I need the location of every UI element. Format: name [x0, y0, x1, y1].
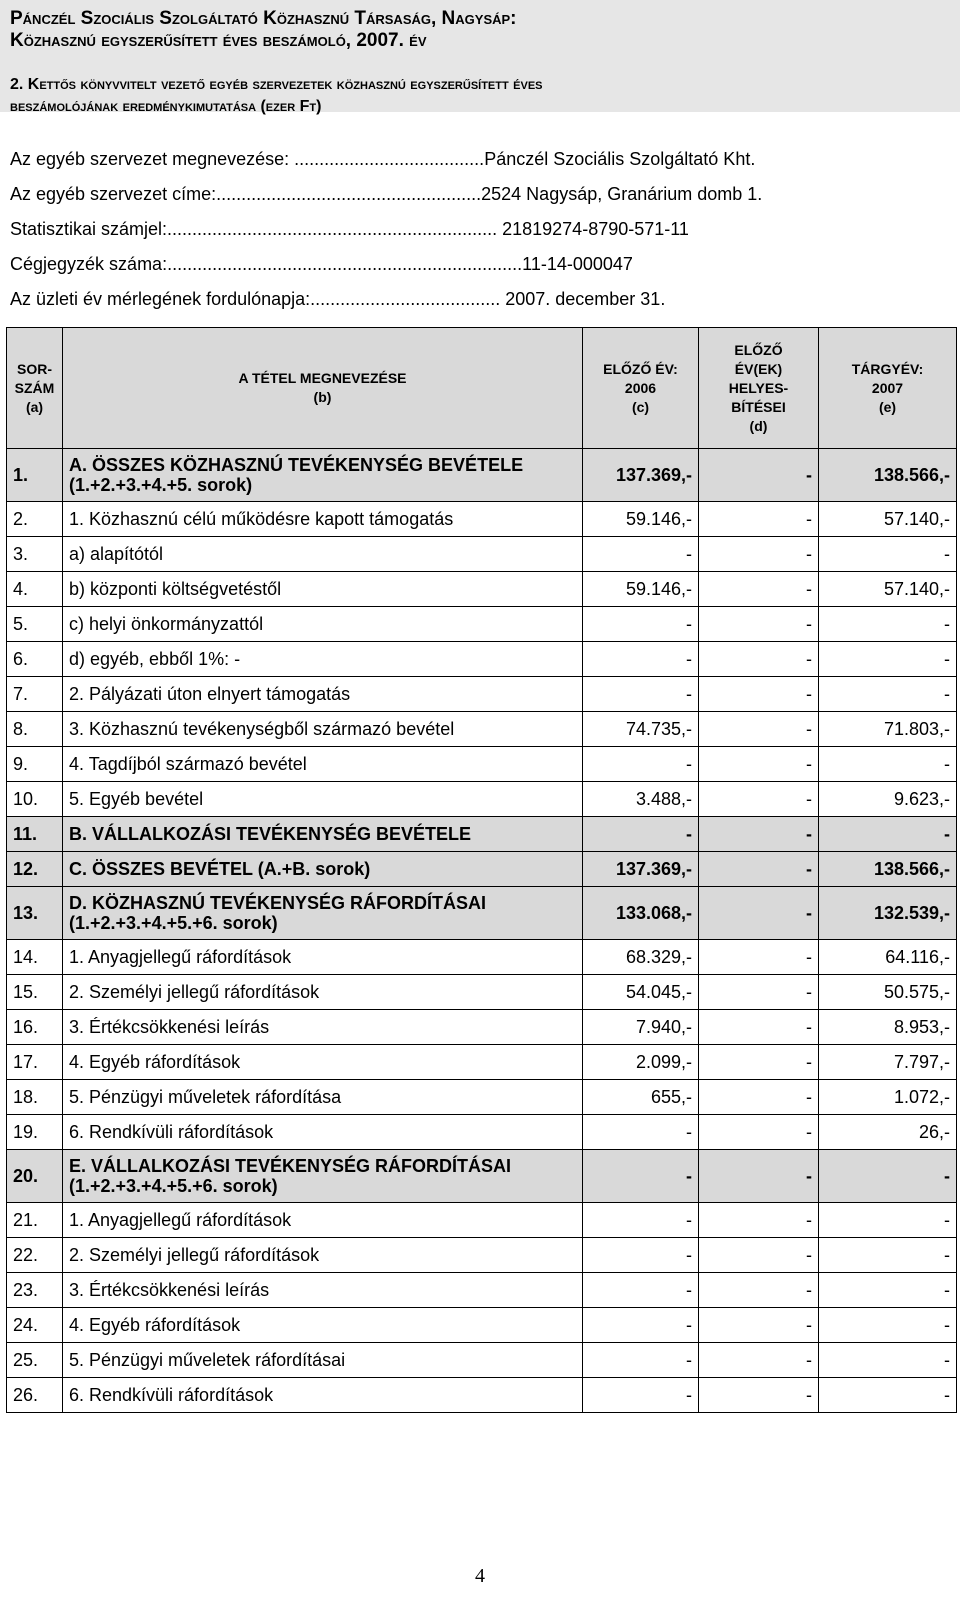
row-previous-year: 59.146,-: [583, 502, 699, 537]
row-current-year: -: [819, 1308, 957, 1343]
row-corrections: -: [699, 940, 819, 975]
section-title-line2: beszámolójának eredménykimutatása (ezer Ft): [10, 98, 322, 115]
row-current-year: 9.623,-: [819, 782, 957, 817]
org-address-line: Az egyéb szervezet címe:.....................................................2524 Nagysáp, Granárium domb 1.: [10, 184, 763, 204]
row-number: 4.: [7, 572, 63, 607]
row-number: 5.: [7, 607, 63, 642]
table-row: [7, 712, 957, 747]
table-row: [7, 1308, 957, 1343]
row-item-name: c) helyi önkormányzattól: [63, 607, 583, 642]
row-previous-year: 68.329,-: [583, 940, 699, 975]
row-corrections: -: [699, 572, 819, 607]
row-corrections: -: [699, 1150, 819, 1203]
table-row: [7, 1080, 957, 1115]
row-item-name: 1. Közhasznú célú működésre kapott támogatás: [63, 502, 583, 537]
row-previous-year: 59.146,-: [583, 572, 699, 607]
row-item-name: 3. Közhasznú tevékenységből származó bevétel: [63, 712, 583, 747]
row-number: 9.: [7, 747, 63, 782]
row-current-year: 7.797,-: [819, 1045, 957, 1080]
table-row: [7, 1045, 957, 1080]
table-row: [7, 887, 957, 940]
row-current-year: 138.566,-: [819, 852, 957, 887]
row-corrections: -: [699, 712, 819, 747]
row-previous-year: 2.099,-: [583, 1045, 699, 1080]
page-number: 4: [475, 1565, 485, 1587]
row-previous-year: 655,-: [583, 1080, 699, 1115]
row-corrections: -: [699, 449, 819, 502]
row-corrections: -: [699, 642, 819, 677]
row-number: 15.: [7, 975, 63, 1010]
row-previous-year: 133.068,-: [583, 887, 699, 940]
row-corrections: -: [699, 1203, 819, 1238]
table-header-row: [7, 328, 957, 449]
row-current-year: 1.072,-: [819, 1080, 957, 1115]
row-item-name: 5. Pénzügyi műveletek ráfordításai: [63, 1343, 583, 1378]
row-previous-year: 74.735,-: [583, 712, 699, 747]
row-current-year: -: [819, 1150, 957, 1203]
table-row: [7, 1378, 957, 1413]
row-current-year: 57.140,-: [819, 572, 957, 607]
row-current-year: -: [819, 1378, 957, 1413]
table-row: [7, 572, 957, 607]
table-row: [7, 1238, 957, 1273]
row-number: 10.: [7, 782, 63, 817]
row-current-year: 50.575,-: [819, 975, 957, 1010]
row-item-name: a) alapítótól: [63, 537, 583, 572]
row-corrections: -: [699, 852, 819, 887]
row-corrections: -: [699, 1378, 819, 1413]
row-previous-year: -: [583, 1308, 699, 1343]
row-current-year: -: [819, 1273, 957, 1308]
row-number: 8.: [7, 712, 63, 747]
table-row: [7, 449, 957, 502]
row-current-year: -: [819, 642, 957, 677]
row-previous-year: -: [583, 1203, 699, 1238]
header-current-year: TÁRGYÉV: 2007 (e): [819, 328, 957, 449]
row-current-year: -: [819, 1343, 957, 1378]
table-row: [7, 1010, 957, 1045]
row-corrections: -: [699, 1045, 819, 1080]
row-current-year: 8.953,-: [819, 1010, 957, 1045]
row-item-name: d) egyéb, ebből 1%: -: [63, 642, 583, 677]
row-corrections: -: [699, 747, 819, 782]
row-corrections: -: [699, 887, 819, 940]
row-number: 12.: [7, 852, 63, 887]
row-previous-year: 137.369,-: [583, 449, 699, 502]
row-item-name: 2. Pályázati úton elnyert támogatás: [63, 677, 583, 712]
row-corrections: -: [699, 1115, 819, 1150]
row-number: 20.: [7, 1150, 63, 1203]
row-corrections: -: [699, 817, 819, 852]
table-row: [7, 1150, 957, 1203]
row-corrections: -: [699, 1343, 819, 1378]
report-title: Közhasznú egyszerűsített éves beszámoló, 2007. év: [10, 30, 427, 51]
section-title-line1: 2. Kettős könyvvitelt vezető egyéb szervezetek közhasznú egyszerűsített éves: [10, 76, 543, 93]
table-row: [7, 642, 957, 677]
row-item-name: B. VÁLLALKOZÁSI TEVÉKENYSÉG BEVÉTELE: [63, 817, 583, 852]
row-corrections: -: [699, 502, 819, 537]
row-current-year: 64.116,-: [819, 940, 957, 975]
row-item-name: 5. Pénzügyi műveletek ráfordítása: [63, 1080, 583, 1115]
row-number: 7.: [7, 677, 63, 712]
row-item-name: A. ÖSSZES KÖZHASZNÚ TEVÉKENYSÉG BEVÉTELE (1.+2.+3.+4.+5. sorok): [63, 449, 583, 502]
row-corrections: -: [699, 607, 819, 642]
table-row: [7, 1273, 957, 1308]
document-header: [0, 0, 960, 115]
income-statement-table: [6, 327, 957, 1413]
table-row: [7, 677, 957, 712]
row-previous-year: -: [583, 817, 699, 852]
row-corrections: -: [699, 1308, 819, 1343]
row-item-name: 6. Rendkívüli ráfordítások: [63, 1115, 583, 1150]
row-number: 11.: [7, 817, 63, 852]
table-row: [7, 1343, 957, 1378]
row-item-name: 3. Értékcsökkenési leírás: [63, 1273, 583, 1308]
header-corrections: ELŐZŐ ÉV(EK) HELYES- BÍTÉSEI (d): [699, 328, 819, 449]
row-item-name: 4. Tagdíjból származó bevétel: [63, 747, 583, 782]
table-row: [7, 975, 957, 1010]
row-number: 26.: [7, 1378, 63, 1413]
row-number: 22.: [7, 1238, 63, 1273]
row-number: 3.: [7, 537, 63, 572]
row-current-year: 57.140,-: [819, 502, 957, 537]
row-number: 14.: [7, 940, 63, 975]
row-item-name: 1. Anyagjellegű ráfordítások: [63, 940, 583, 975]
row-item-name: 5. Egyéb bevétel: [63, 782, 583, 817]
row-current-year: -: [819, 537, 957, 572]
table-row: [7, 607, 957, 642]
row-number: 1.: [7, 449, 63, 502]
row-current-year: -: [819, 677, 957, 712]
row-number: 6.: [7, 642, 63, 677]
row-corrections: -: [699, 975, 819, 1010]
table-row: [7, 1115, 957, 1150]
row-previous-year: 3.488,-: [583, 782, 699, 817]
row-previous-year: -: [583, 1378, 699, 1413]
row-current-year: 26,-: [819, 1115, 957, 1150]
row-corrections: -: [699, 1238, 819, 1273]
row-previous-year: -: [583, 747, 699, 782]
row-current-year: 132.539,-: [819, 887, 957, 940]
row-previous-year: -: [583, 642, 699, 677]
row-previous-year: 137.369,-: [583, 852, 699, 887]
row-previous-year: -: [583, 677, 699, 712]
table-row: [7, 1203, 957, 1238]
row-current-year: -: [819, 747, 957, 782]
row-item-name: 2. Személyi jellegű ráfordítások: [63, 1238, 583, 1273]
table-row: [7, 537, 957, 572]
row-previous-year: -: [583, 1343, 699, 1378]
table-row: [7, 782, 957, 817]
row-current-year: -: [819, 1238, 957, 1273]
row-number: 16.: [7, 1010, 63, 1045]
row-current-year: 138.566,-: [819, 449, 957, 502]
header-previous-year: ELŐZŐ ÉV: 2006 (c): [583, 328, 699, 449]
row-previous-year: -: [583, 1115, 699, 1150]
row-previous-year: -: [583, 1273, 699, 1308]
row-item-name: 4. Egyéb ráfordítások: [63, 1045, 583, 1080]
row-previous-year: -: [583, 537, 699, 572]
company-title: Pánczél Szociális Szolgáltató Közhasznú Társaság, Nagysáp:: [10, 8, 517, 29]
row-item-name: 6. Rendkívüli ráfordítások: [63, 1378, 583, 1413]
row-previous-year: -: [583, 1150, 699, 1203]
row-current-year: 71.803,-: [819, 712, 957, 747]
row-item-name: C. ÖSSZES BEVÉTEL (A.+B. sorok): [63, 852, 583, 887]
row-previous-year: -: [583, 607, 699, 642]
row-number: 2.: [7, 502, 63, 537]
org-date-line: Az üzleti év mérlegének fordulónapja:...................................... 2007. december 31.: [10, 289, 666, 309]
row-current-year: -: [819, 817, 957, 852]
row-number: 18.: [7, 1080, 63, 1115]
table-row: [7, 817, 957, 852]
row-corrections: -: [699, 1080, 819, 1115]
row-number: 25.: [7, 1343, 63, 1378]
row-item-name: D. KÖZHASZNÚ TEVÉKENYSÉG RÁFORDÍTÁSAI (1.+2.+3.+4.+5.+6. sorok): [63, 887, 583, 940]
header-item-name: A TÉTEL MEGNEVEZÉSE (b): [63, 328, 583, 449]
row-item-name: 2. Személyi jellegű ráfordítások: [63, 975, 583, 1010]
row-number: 21.: [7, 1203, 63, 1238]
table-row: [7, 852, 957, 887]
row-corrections: -: [699, 1273, 819, 1308]
row-previous-year: 54.045,-: [583, 975, 699, 1010]
table-row: [7, 747, 957, 782]
row-item-name: 4. Egyéb ráfordítások: [63, 1308, 583, 1343]
row-current-year: -: [819, 607, 957, 642]
header-row-number: SOR- SZÁM (a): [7, 328, 63, 449]
row-previous-year: 7.940,-: [583, 1010, 699, 1045]
row-number: 23.: [7, 1273, 63, 1308]
row-item-name: 1. Anyagjellegű ráfordítások: [63, 1203, 583, 1238]
row-number: 13.: [7, 887, 63, 940]
table-row: [7, 502, 957, 537]
row-corrections: -: [699, 782, 819, 817]
row-number: 17.: [7, 1045, 63, 1080]
row-item-name: E. VÁLLALKOZÁSI TEVÉKENYSÉG RÁFORDÍTÁSAI (1.+2.+3.+4.+5.+6. sorok): [63, 1150, 583, 1203]
row-item-name: b) központi költségvetéstől: [63, 572, 583, 607]
row-number: 24.: [7, 1308, 63, 1343]
org-name-line: Az egyéb szervezet megnevezése: ......................................Pánczél Szociális Szolgáltató Kht.: [10, 149, 756, 169]
org-reg-line: Cégjegyzék száma:.......................................................................11-14-000047: [10, 254, 633, 274]
row-corrections: -: [699, 677, 819, 712]
table-row: [7, 940, 957, 975]
row-corrections: -: [699, 537, 819, 572]
row-corrections: -: [699, 1010, 819, 1045]
org-stat-line: Statisztikai számjel:.................................................................. 21819274-8790-571-11: [10, 219, 689, 239]
row-item-name: 3. Értékcsökkenési leírás: [63, 1010, 583, 1045]
row-number: 19.: [7, 1115, 63, 1150]
row-previous-year: -: [583, 1238, 699, 1273]
row-current-year: -: [819, 1203, 957, 1238]
